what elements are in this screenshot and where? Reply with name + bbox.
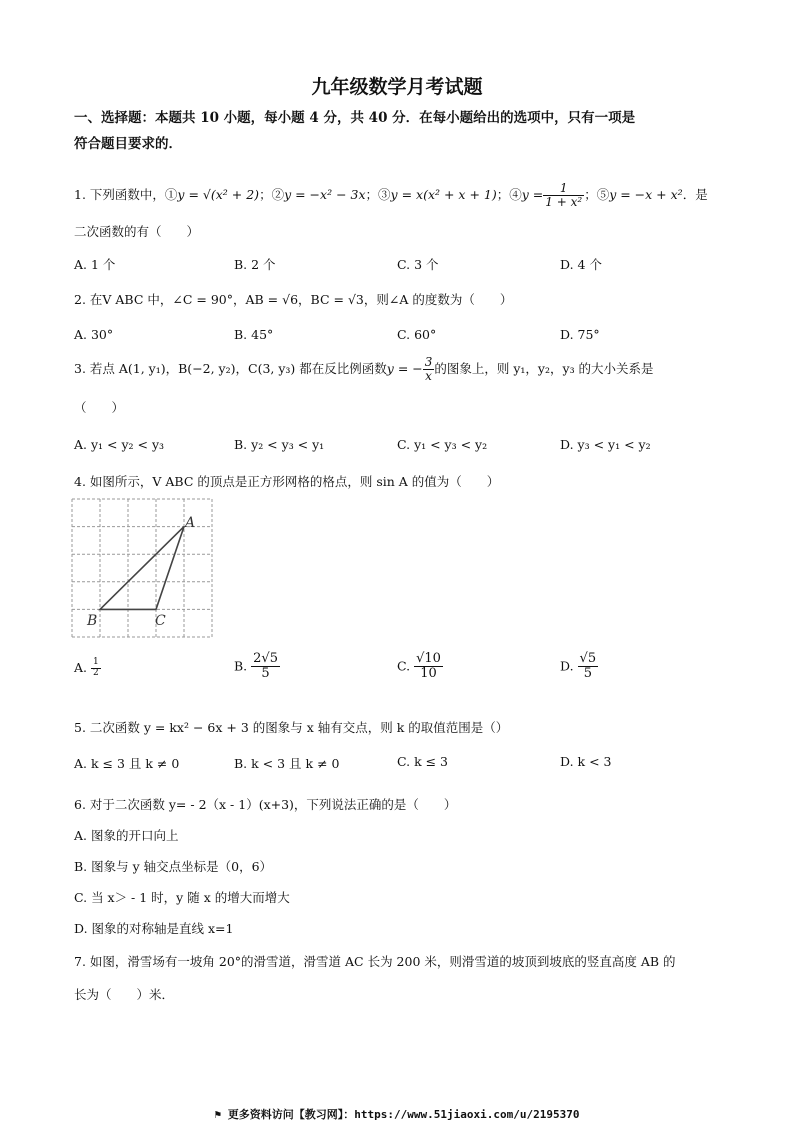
q3-func-denominator: x <box>425 369 432 384</box>
q2-option-b: B. 45° <box>234 327 274 342</box>
q4-option-a-den: 2 <box>93 667 99 678</box>
footer-text: 更多资料访问【教习网】：https://www.51jiaoxi.com/u/2195370 <box>227 1108 580 1121</box>
vertex-label-b: B <box>87 613 98 629</box>
q1-option-c: C. 3 个 <box>397 257 439 272</box>
page-title: 九年级数学月考试题 <box>311 76 483 98</box>
q1-formula-2: y = −x² − 3x <box>284 187 366 203</box>
q3-func-lhs: y = − <box>386 361 423 377</box>
q4-option-a-fraction <box>91 658 101 679</box>
q4-option-a-label: A. <box>74 659 88 675</box>
question-3-line2: （ ） <box>74 400 125 415</box>
q1-f4-numerator: 1 <box>543 182 584 196</box>
q4-option-c-den: 10 <box>420 666 437 682</box>
q1-lead: 1. 下列函数中， <box>74 187 165 203</box>
q4-option-a <box>74 658 101 679</box>
section-heading-line2: 符合题目要求的． <box>74 136 182 152</box>
q1-circle-5: ；⑤ <box>584 187 610 203</box>
q4-option-d-fraction <box>578 652 599 682</box>
q6-option-c: C. 当 x＞ - 1 时，y 随 x 的增大而增大 <box>74 890 290 905</box>
q5-option-d: D. k < 3 <box>560 754 612 769</box>
question-7-line2: 长为（ ）米． <box>74 987 175 1002</box>
q5-option-a: A. k ≤ 3 且 k ≠ 0 <box>74 756 180 771</box>
footer-link[interactable] <box>0 1106 794 1122</box>
q1-option-b: B. 2 个 <box>234 257 276 272</box>
q3-func-numerator: 3 <box>424 355 433 369</box>
vertex-label-c: C <box>155 613 166 629</box>
q4-option-c-fraction <box>414 652 443 682</box>
q1-circle-2: ；② <box>259 187 285 203</box>
q3-option-a: A. y₁ < y₂ < y₃ <box>74 437 165 452</box>
q3-option-c: C. y₁ < y₃ < y₂ <box>397 437 488 452</box>
question-6: 6. 对于二次函数 y= - 2（x - 1）(x+3)，下列说法正确的是（ ） <box>74 797 457 812</box>
question-4: 4. 如图所示，V ABC 的顶点是正方形网格的格点，则 sin A 的值为（ ） <box>74 474 500 489</box>
q6-option-b: B. 图象与 y 轴交点坐标是（0，6） <box>74 859 273 874</box>
q1-circle-3: ；③ <box>365 187 391 203</box>
q4-option-b-fraction <box>251 652 280 682</box>
q5-option-c: C. k ≤ 3 <box>397 754 449 769</box>
q4-option-c-num: √10 <box>416 651 441 666</box>
q2-option-d: D. 75° <box>560 327 600 342</box>
q1-option-a: A. 1 个 <box>74 257 116 272</box>
q3-text-b: 的图象上，则 y₁，y₂，y₃ 的大小关系是 <box>434 361 654 377</box>
q4-option-b-label: B. <box>234 658 248 674</box>
q5-option-b: B. k < 3 且 k ≠ 0 <box>234 756 340 771</box>
q3-text-a: 3. 若点 A(1, y₁)，B(−2, y₂)，C(3, y₃) 都在反比例函数 <box>74 361 387 377</box>
question-1-line2: 二次函数的有（ ） <box>74 224 200 239</box>
q1-formula-3: y = x(x² + x + 1) <box>390 187 497 203</box>
flag-icon: ⚑ <box>214 1108 228 1121</box>
q4-option-d <box>560 652 598 682</box>
q1-tail: ．是 <box>682 187 708 203</box>
q4-option-b <box>234 652 280 682</box>
q3-option-d: D. y₃ < y₁ < y₂ <box>560 437 651 452</box>
vertex-label-a: A <box>185 515 196 531</box>
q1-formula-5: y = −x + x² <box>609 187 683 203</box>
q4-option-c <box>397 652 443 682</box>
section-heading-line1: 一、选择题：本题共 10 小题，每小题 4 分，共 40 分．在每小题给出的选项中，只有一项是 <box>74 110 636 126</box>
q1-formula-1: y = √(x² + 2) <box>177 187 260 203</box>
q1-option-d: D. 4 个 <box>560 257 602 272</box>
q2-option-a: A. 30° <box>74 327 114 342</box>
q1-formula-4-fraction <box>543 182 584 209</box>
q2-option-c: C. 60° <box>397 327 437 342</box>
question-7-line1: 7. 如图，滑雪场有一坡角 20°的滑雪道，滑雪道 AC 长为 200 米，则滑雪道的坡顶到坡底的竖直高度 AB 的 <box>74 954 676 969</box>
q3-func-fraction <box>423 356 435 383</box>
q4-option-c-label: C. <box>397 658 411 674</box>
grid-triangle-figure <box>71 498 213 638</box>
q4-option-d-num: √5 <box>579 651 597 666</box>
q6-option-a: A. 图象的开口向上 <box>74 828 179 843</box>
q1-circle-1: ① <box>164 187 178 203</box>
q3-option-b: B. y₂ < y₃ < y₁ <box>234 437 325 452</box>
triangle-abc <box>100 527 184 610</box>
q4-option-b-den: 5 <box>261 666 270 682</box>
q4-option-a-num: 1 <box>93 657 99 667</box>
question-3 <box>74 356 654 383</box>
question-1 <box>74 182 708 209</box>
q1-circle-4: ；④ <box>496 187 522 203</box>
q1-formula-4-lhs: y = <box>521 187 544 203</box>
q4-option-d-label: D. <box>560 658 574 674</box>
q4-option-b-num: 2√5 <box>253 651 278 666</box>
q1-f4-denominator: 1 + x² <box>545 195 583 210</box>
question-5: 5. 二次函数 y = kx² − 6x + 3 的图象与 x 轴有交点，则 k 的取值范围是（） <box>74 720 509 735</box>
question-2: 2. 在V ABC 中，∠C = 90°，AB = √6，BC = √3，则∠A 的度数为（ ） <box>74 292 513 307</box>
q4-option-d-den: 5 <box>583 666 592 682</box>
q6-option-d: D. 图象的对称轴是直线 x=1 <box>74 921 234 936</box>
